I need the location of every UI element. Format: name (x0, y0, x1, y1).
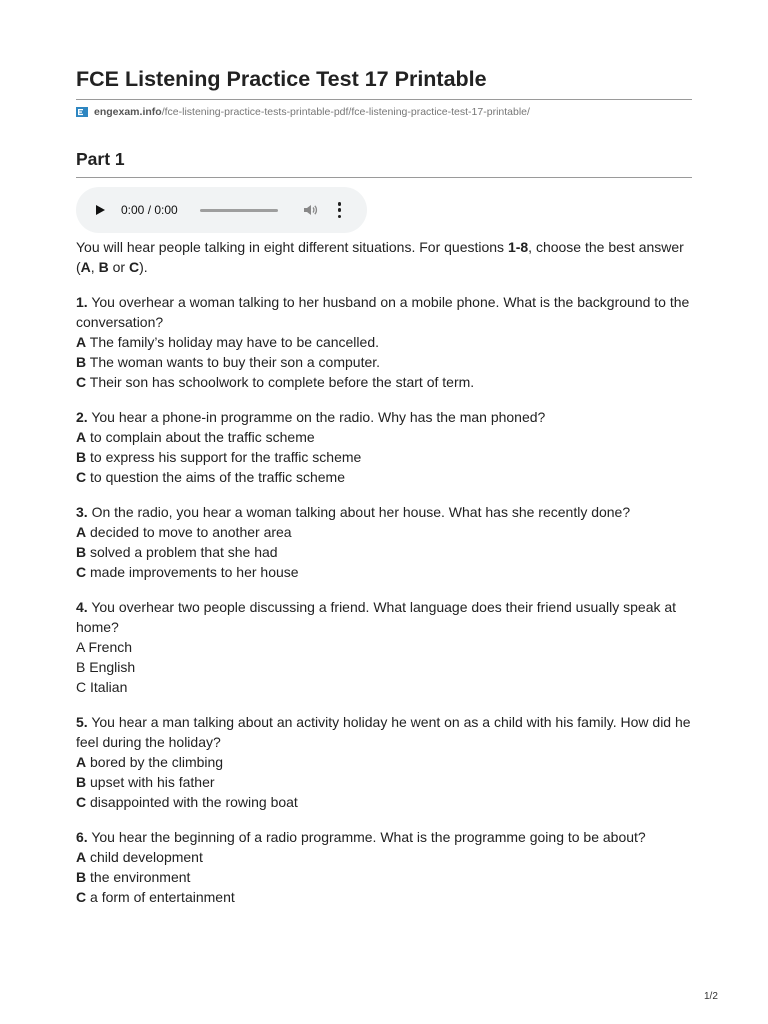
option-c: C Italian (76, 679, 128, 695)
question-text: 4. You overhear two people discussing a friend. What language does their friend usually speak at home? (76, 599, 677, 635)
question-3 (76, 502, 692, 582)
audio-progress-bar[interactable] (200, 209, 278, 212)
instructions: You will hear people talking in eight different situations. For questions 1-8, choose the best answer (A, B or C). (76, 239, 684, 275)
section-title: Part 1 (76, 147, 692, 178)
site-logo-icon (76, 107, 88, 117)
audio-player (76, 187, 367, 233)
play-icon[interactable] (96, 205, 105, 215)
source-domain: engexam.info (94, 106, 162, 118)
option-c: C to question the aims of the traffic scheme (76, 469, 346, 485)
option-b: B The woman wants to buy their son a computer. (76, 354, 381, 370)
option-c: C disappointed with the rowing boat (76, 794, 298, 810)
option-b: B English (76, 659, 136, 675)
option-c: C made improvements to her house (76, 564, 299, 580)
source-link[interactable] (76, 105, 692, 119)
option-a: A child development (76, 849, 203, 865)
option-b: B to express his support for the traffic scheme (76, 449, 362, 465)
question-1 (76, 292, 692, 392)
page-title: FCE Listening Practice Test 17 Printable (76, 64, 692, 100)
option-a: A The family’s holiday may have to be cancelled. (76, 334, 379, 350)
more-options-icon[interactable] (338, 202, 342, 218)
question-text: 5. You hear a man talking about an activity holiday he went on as a child with his family. How did he feel during the holiday? (76, 714, 691, 750)
question-text: 3. On the radio, you hear a woman talking about her house. What has she recently done? (76, 504, 631, 520)
option-a: A to complain about the traffic scheme (76, 429, 315, 445)
question-text: 1. You overhear a woman talking to her husband on a mobile phone. What is the background to the conversation? (76, 294, 690, 330)
question-4 (76, 597, 692, 697)
option-c: C a form of entertainment (76, 889, 235, 905)
question-5 (76, 712, 692, 812)
page-number: 1/2 (704, 991, 718, 1002)
document-page (76, 64, 692, 907)
option-c: C Their son has schoolwork to complete before the start of term. (76, 374, 475, 390)
option-a: A decided to move to another area (76, 524, 292, 540)
option-b: B solved a problem that she had (76, 544, 278, 560)
volume-icon[interactable] (302, 202, 318, 218)
question-6 (76, 827, 692, 907)
audio-time: 0:00 / 0:00 (121, 203, 178, 217)
question-2 (76, 407, 692, 487)
option-a: A bored by the climbing (76, 754, 224, 770)
option-a: A French (76, 639, 133, 655)
option-b: B upset with his father (76, 774, 215, 790)
question-text: 2. You hear a phone-in programme on the radio. Why has the man phoned? (76, 409, 546, 425)
question-text: 6. You hear the beginning of a radio programme. What is the programme going to be about? (76, 829, 646, 845)
option-b: B the environment (76, 869, 191, 885)
source-path: /fce-listening-practice-tests-printable-pdf/fce-listening-practice-test-17-printable/ (161, 106, 530, 118)
